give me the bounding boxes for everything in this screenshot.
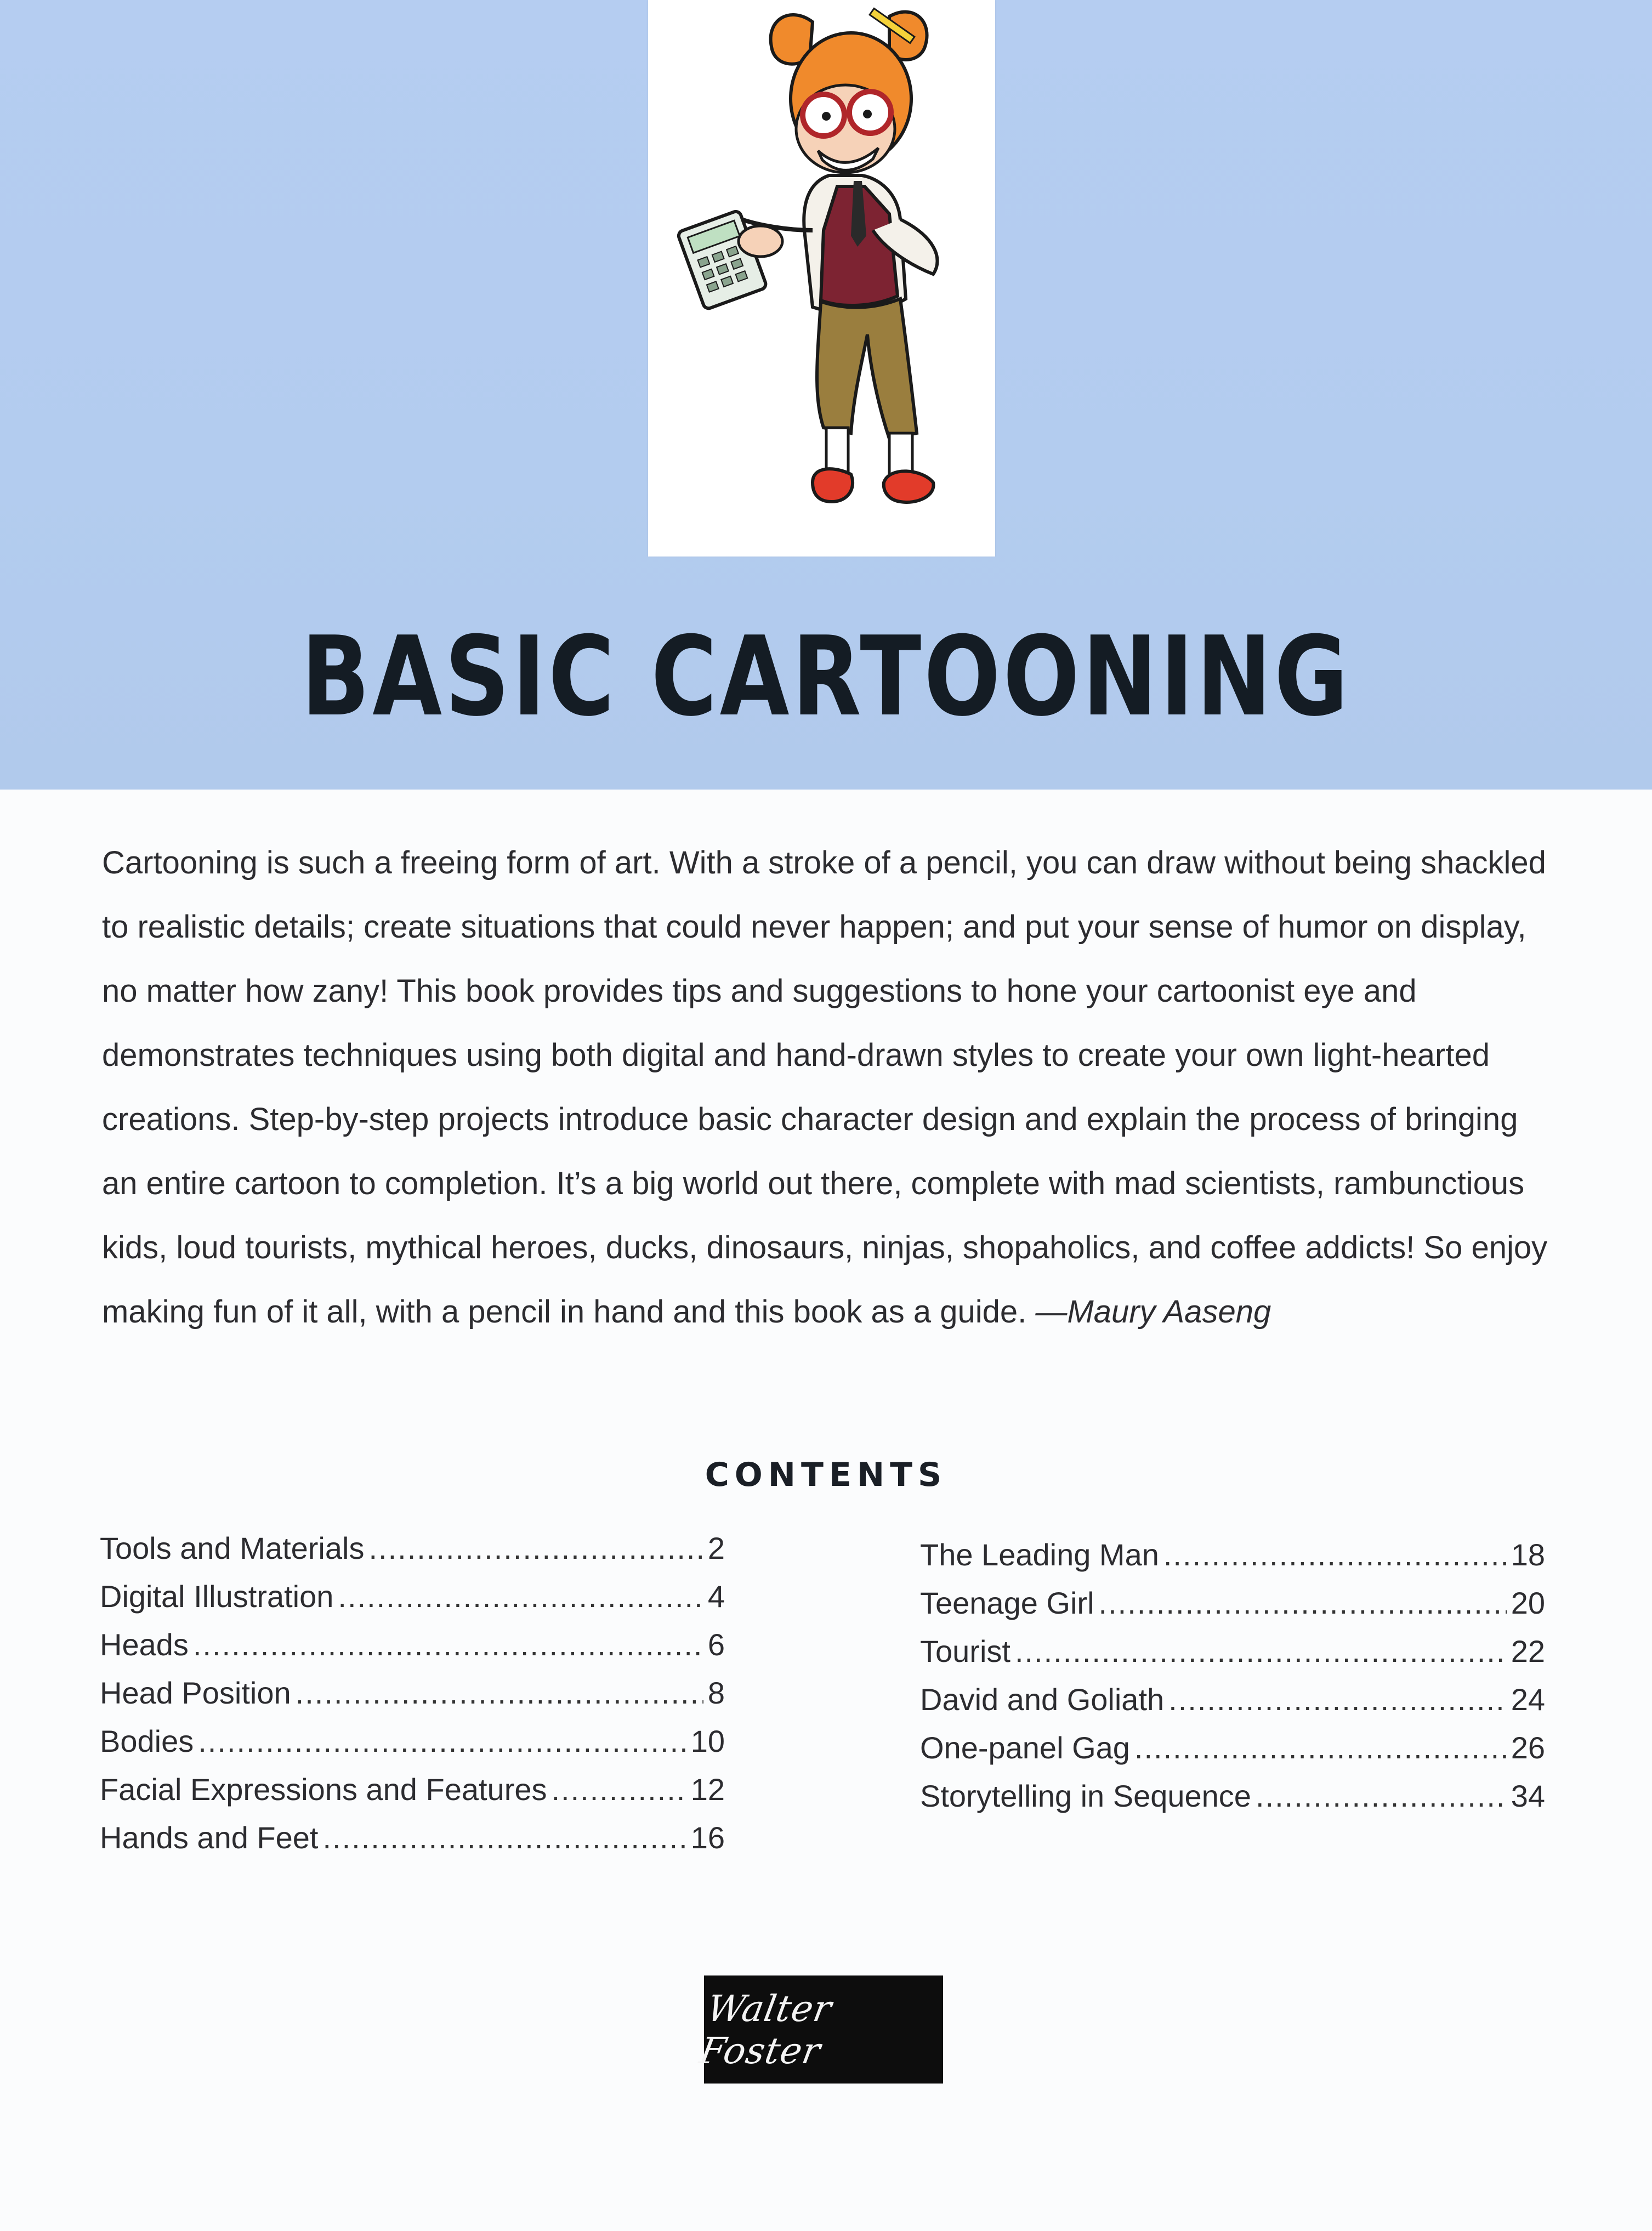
toc-page: 22 [1511,1634,1545,1668]
toc-page: 12 [690,1772,725,1807]
toc-page: 8 [707,1676,725,1710]
toc-leader [296,1669,703,1717]
toc-page: 6 [707,1627,725,1662]
toc-title: Head Position [100,1676,291,1710]
toc-leader [1256,1772,1507,1820]
toc-page: 26 [1511,1730,1545,1765]
toc-entry [920,1724,1545,1772]
toc-page: 10 [690,1724,725,1758]
toc-entry [920,1531,1545,1579]
toc-page: 34 [1511,1779,1545,1813]
toc-page: 16 [690,1820,725,1855]
toc-left-column [100,1524,725,1862]
contents-heading: CONTENTS [705,1456,947,1494]
toc-entry [920,1676,1545,1724]
toc-entry [100,1669,725,1717]
toc-title: Tools and Materials [100,1531,365,1565]
toc-entry [100,1573,725,1621]
toc-entry [100,1524,725,1573]
toc-page: 2 [707,1531,725,1565]
toc-leader [1099,1579,1507,1627]
intro-text: Cartooning is such a freeing form of art. With a stroke of a pencil, you can draw without being shackled to realistic details; create situations that could never happen; and put your sense of humor on display, no matter how zany! This book provides tips and suggestions to hone your cartoonist eye and demonstrates techniques using both digital and hand-drawn styles to create your own light-hearted creations. Step-by-step projects introduce basic character design and explain the process of bringing an entire cartoon to completion. It’s a big world out there, complete with mad scientists, rambunctious kids, loud tourists, mythical heroes, ducks, dinosaurs, ninjas, shopaholics, and coffee addicts! So enjoy making fun of it all, with a pencil in hand and this book as a guide. [102,845,1548,1330]
toc-leader [552,1766,686,1814]
publisher-logo-text: Walter Foster [696,1987,836,2072]
intro-paragraph [102,831,1560,1344]
toc-leader [1015,1627,1507,1676]
publisher-logo [696,1975,943,2084]
toc-title: Teenage Girl [920,1586,1094,1620]
toc-title: Heads [100,1627,189,1662]
toc-page: 4 [707,1579,725,1614]
toc-entry [920,1627,1545,1676]
toc-title: The Leading Man [920,1537,1159,1572]
toc-leader [1168,1676,1507,1724]
toc-entry [100,1717,725,1766]
toc-leader [322,1814,686,1862]
toc-title: David and Goliath [920,1682,1165,1717]
toc-entry [100,1621,725,1669]
toc-title: Hands and Feet [100,1820,319,1855]
toc-right-column [920,1531,1545,1820]
toc-page: 20 [1511,1586,1545,1620]
author-signature: —Maury Aaseng [1035,1294,1271,1330]
toc-leader [193,1621,703,1669]
toc-title: Storytelling in Sequence [920,1779,1251,1813]
toc-entry [920,1579,1545,1627]
toc-title: Tourist [920,1634,1010,1668]
toc-title: Bodies [100,1724,194,1758]
toc-leader [368,1524,703,1573]
toc-entry [920,1772,1545,1820]
toc-page: 18 [1511,1537,1545,1572]
toc-leader [198,1717,686,1766]
book-title: BASIC CARTOONING [301,613,1351,741]
toc-title: One-panel Gag [920,1730,1130,1765]
toc-page: 24 [1511,1682,1545,1717]
toc-entry [100,1766,725,1814]
toc-title: Facial Expressions and Features [100,1772,547,1807]
toc-leader [1163,1531,1507,1579]
toc-leader [338,1573,703,1621]
toc-title: Digital Illustration [100,1579,334,1614]
toc-entry [100,1814,725,1862]
cover-illustration [648,0,995,557]
cartoon-girl-icon [648,0,995,557]
toc-leader [1134,1724,1507,1772]
